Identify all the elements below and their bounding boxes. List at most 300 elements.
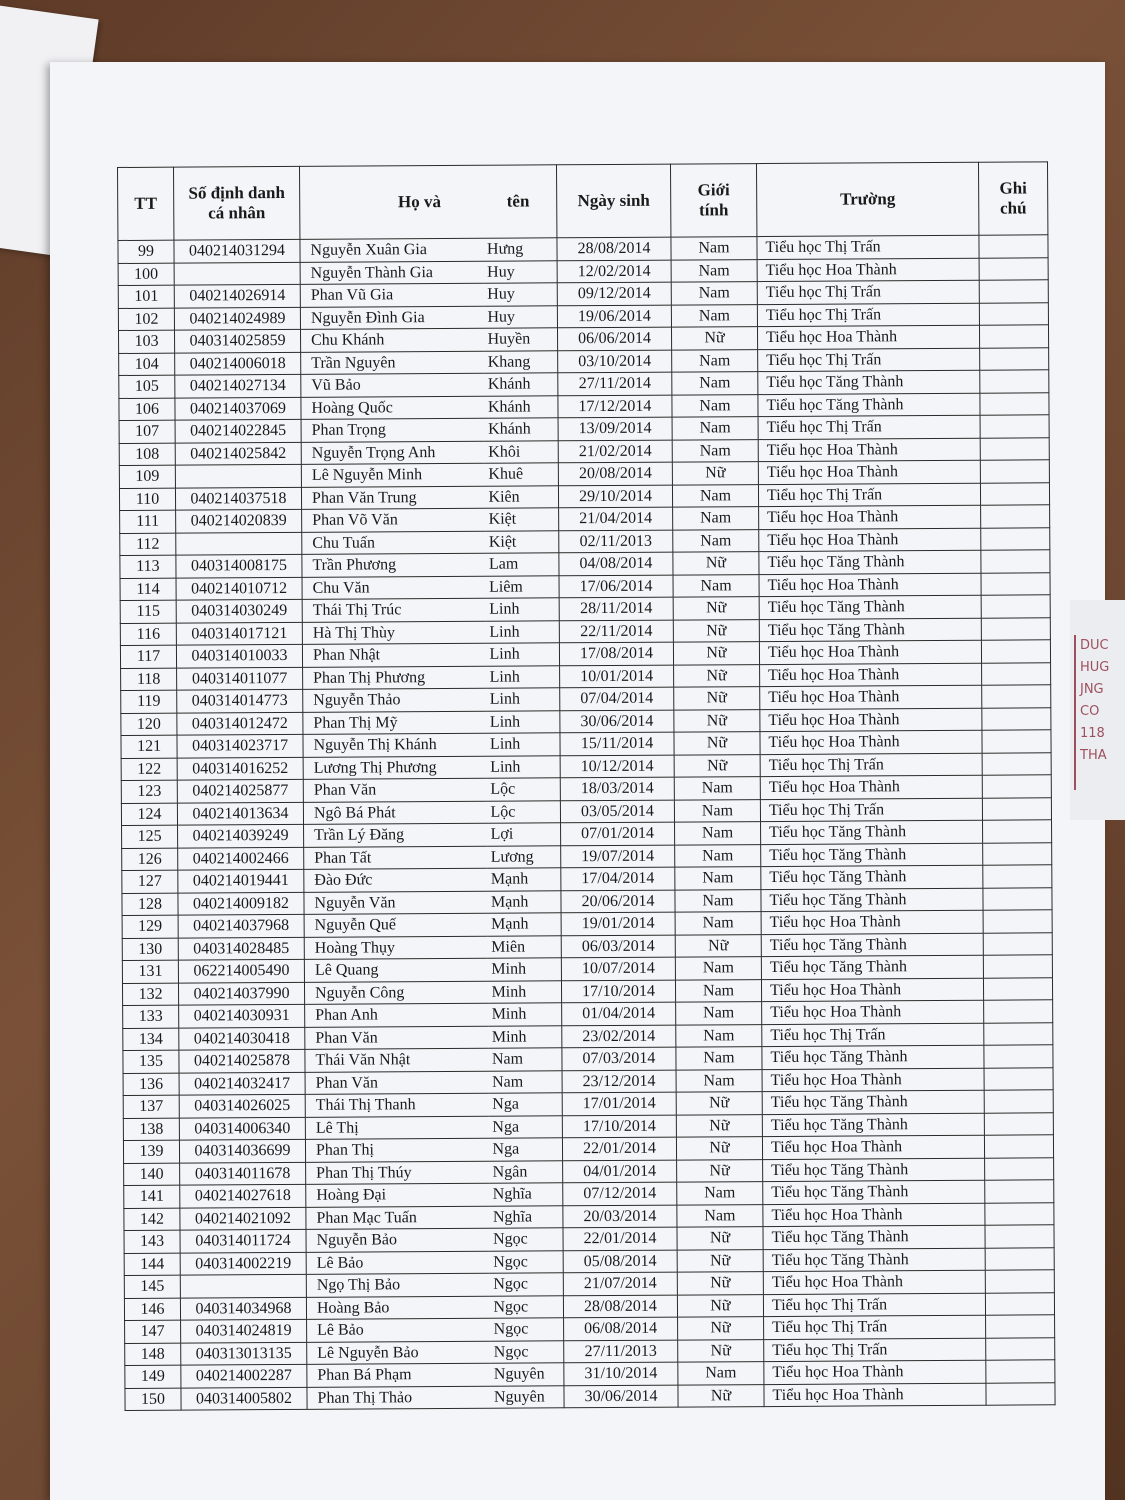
cell-gender: Nữ [671,327,757,350]
cell-note [981,527,1050,550]
cell-school: Tiểu học Thị Trấn [762,1023,984,1047]
cell-note [981,595,1050,618]
cell-id: 040314011678 [180,1162,306,1185]
cell-id: 040314008175 [176,554,302,577]
cell-tt: 99 [118,240,174,263]
cell-tt: 121 [121,735,177,758]
cell-school: Tiểu học Tăng Thành [762,1045,984,1069]
cell-gender: Nữ [674,687,760,710]
cell-ho: Phan Thị Phương [303,666,486,690]
cell-school: Tiểu học Tăng Thành [761,933,983,957]
cell-note [984,1135,1053,1158]
cell-id: 040314030249 [176,599,302,622]
cell-dob: 22/01/2014 [562,1137,676,1160]
cell-gender: Nam [671,282,757,305]
cell-ten: Nguyên [490,1363,564,1386]
cell-note [984,1067,1053,1090]
cell-gender: Nam [678,1362,764,1385]
cell-school: Tiểu học Tăng Thành [761,843,983,867]
cell-school: Tiểu học Thị Trấn [760,798,982,822]
cell-dob: 20/08/2014 [558,462,672,485]
cell-school: Tiểu học Hoa Thành [757,325,979,349]
cell-ten: Lộc [486,778,560,801]
cell-tt: 122 [121,758,177,781]
cell-ten: Nam [488,1070,562,1093]
cell-dob: 21/04/2014 [559,507,673,530]
cell-dob: 30/06/2014 [564,1385,678,1408]
cell-dob: 29/10/2014 [558,485,672,508]
cell-id: 040314024819 [181,1319,307,1342]
cell-ho: Phan Trọng [301,418,484,442]
cell-tt: 147 [125,1320,181,1343]
cell-note [983,865,1052,888]
table-body [118,235,1055,1411]
cell-ten: Ngân [489,1160,563,1183]
cell-dob: 18/03/2014 [560,777,674,800]
cell-gender: Nam [672,349,758,372]
cell-dob: 28/08/2014 [563,1295,677,1318]
cell-tt: 118 [121,668,177,691]
header-school: Trường [756,162,978,236]
cell-note [986,1360,1055,1383]
cell-dob: 06/08/2014 [564,1317,678,1340]
cell-tt: 125 [122,825,178,848]
cell-dob: 19/06/2014 [557,305,671,328]
cell-ten: Linh [486,688,560,711]
cell-id: 040214027618 [180,1184,306,1207]
cell-id: 040314005802 [181,1387,307,1410]
header-note-line1: Ghi [999,178,1027,198]
cell-school: Tiểu học Hoa Thành [759,640,981,664]
cell-note [985,1247,1054,1270]
cell-ten: Mạnh [487,890,561,913]
table-header-row [118,162,1048,241]
cell-tt: 126 [122,848,178,871]
cell-ten: Linh [485,620,559,643]
cell-gender: Nam [676,1047,762,1070]
cell-ho: Phan Mạc Tuấn [306,1206,489,1230]
cell-ten: Minh [488,1003,562,1026]
cell-note [986,1315,1055,1338]
cell-dob: 06/06/2014 [557,327,671,350]
cell-ho: Hoàng Đại [306,1183,489,1207]
cell-tt: 120 [121,713,177,736]
cell-gender: Nữ [676,1137,762,1160]
cell-dob: 21/02/2014 [558,440,672,463]
cell-school: Tiểu học Thị Trấn [764,1315,986,1339]
cell-tt: 101 [118,285,174,308]
header-ten: tên [482,165,556,238]
cell-ten: Huyền [483,328,557,351]
cell-school: Tiểu học Thị Trấn [758,483,980,507]
cell-ten: Lương [487,845,561,868]
cell-tt: 143 [124,1230,180,1253]
cell-tt: 103 [118,330,174,353]
cell-gender: Nam [676,1002,762,1025]
cell-ho: Phan Võ Văn [302,508,485,532]
cell-dob: 07/12/2014 [563,1182,677,1205]
cell-note [981,505,1050,528]
cell-tt: 117 [120,645,176,668]
cell-school: Tiểu học Hoa Thành [758,438,980,462]
stamp-line: JNG [1080,682,1104,697]
cell-ho: Phan Anh [305,1003,488,1027]
cell-note [983,977,1052,1000]
cell-school: Tiểu học Hoa Thành [760,730,982,754]
cell-school: Tiểu học Hoa Thành [759,505,981,529]
cell-note [979,325,1048,348]
cell-ten: Ngọc [490,1340,564,1363]
cell-school: Tiểu học Hoa Thành [764,1383,986,1407]
cell-ho: Hoàng Thụy [304,936,487,960]
cell-gender: Nam [677,1182,763,1205]
cell-gender: Nam [672,372,758,395]
cell-tt: 102 [118,308,174,331]
cell-gender: Nữ [677,1227,763,1250]
cell-gender: Nam [675,957,761,980]
cell-tt: 133 [123,1005,179,1028]
cell-ten: Nghĩa [489,1205,563,1228]
cell-note [980,347,1049,370]
cell-dob: 27/11/2013 [564,1340,678,1363]
cell-dob: 21/07/2014 [563,1272,677,1295]
cell-id: 040214006018 [175,352,301,375]
cell-dob: 02/11/2013 [559,530,673,553]
cell-dob: 22/11/2014 [559,620,673,643]
cell-note [985,1202,1054,1225]
cell-ho: Phan Nhật [302,643,485,667]
cell-ten: Hưng [483,238,557,261]
cell-gender: Nữ [676,1092,762,1115]
cell-dob: 31/10/2014 [564,1362,678,1385]
cell-ten: Linh [486,755,560,778]
cell-tt: 136 [123,1073,179,1096]
cell-school: Tiểu học Hoa Thành [760,663,982,687]
cell-dob: 17/10/2014 [562,1115,676,1138]
cell-note [984,1112,1053,1135]
cell-id [175,464,301,487]
cell-ho: Lê Bảo [306,1251,489,1275]
cell-gender: Nam [675,822,761,845]
cell-tt: 115 [120,600,176,623]
cell-id: 040214037968 [178,914,304,937]
cell-school: Tiểu học Hoa Thành [763,1270,985,1294]
cell-tt: 112 [120,533,176,556]
cell-dob: 06/03/2014 [561,935,675,958]
header-dob: Ngày sinh [556,164,670,238]
cell-tt: 109 [119,465,175,488]
cell-tt: 150 [125,1388,181,1411]
cell-school: Tiểu học Hoa Thành [761,978,983,1002]
cell-ho: Phan Bá Phạm [307,1363,490,1387]
cell-ho: Nguyễn Công [304,981,487,1005]
cell-ho: Phan Văn [305,1026,488,1050]
header-id [174,166,300,240]
cell-id: 040214021092 [180,1207,306,1230]
cell-gender: Nam [676,1024,762,1047]
cell-note [983,820,1052,843]
cell-note [979,280,1048,303]
cell-tt: 106 [119,398,175,421]
cell-ho: Đào Đức [304,868,487,892]
cell-note [983,887,1052,910]
cell-tt: 141 [124,1185,180,1208]
cell-dob: 07/01/2014 [561,822,675,845]
cell-ho: Vũ Bảo [301,373,484,397]
cell-note [982,730,1051,753]
stamp-line: CO [1080,704,1100,719]
cell-id: 040314023717 [177,734,303,757]
cell-tt: 132 [122,983,178,1006]
cell-school: Tiểu học Hoa Thành [764,1360,986,1384]
stamp-line: THA [1080,748,1107,763]
cell-ten: Linh [486,733,560,756]
cell-ten: Nga [488,1138,562,1161]
cell-note [980,370,1049,393]
cell-ho: Hoàng Bảo [306,1296,489,1320]
cell-ten: Ngọc [490,1318,564,1341]
cell-school: Tiểu học Tăng Thành [761,865,983,889]
cell-school: Tiểu học Thị Trấn [763,1293,985,1317]
cell-school: Tiểu học Hoa Thành [759,573,981,597]
cell-ten: Linh [486,710,560,733]
cell-ho: Phan Tất [304,846,487,870]
cell-id: 040313013135 [181,1342,307,1365]
cell-id: 040314016252 [177,757,303,780]
cell-id: 040314036699 [179,1139,305,1162]
cell-note [983,910,1052,933]
cell-dob: 19/07/2014 [561,845,675,868]
cell-ho: Phan Văn [303,778,486,802]
cell-note [982,662,1051,685]
cell-gender: Nam [672,394,758,417]
stamp-line: 118 [1080,726,1105,741]
cell-dob: 07/04/2014 [560,687,674,710]
cell-tt: 129 [122,915,178,938]
cell-dob: 19/01/2014 [561,912,675,935]
cell-tt: 114 [120,578,176,601]
cell-id: 040314011077 [177,667,303,690]
cell-ten: Khánh [484,373,558,396]
cell-id: 040214024989 [174,307,300,330]
cell-id: 040214027134 [175,374,301,397]
cell-ten: Ngọc [489,1295,563,1318]
cell-gender: Nữ [677,1249,763,1272]
cell-gender: Nam [672,439,758,462]
cell-tt: 134 [123,1028,179,1051]
cell-dob: 10/12/2014 [560,755,674,778]
cell-school: Tiểu học Thị Trấn [758,415,980,439]
cell-ho: Trần Lý Đăng [304,823,487,847]
cell-tt: 142 [124,1208,180,1231]
cell-tt: 116 [120,623,176,646]
cell-gender: Nữ [674,709,760,732]
cell-school: Tiểu học Hoa Thành [759,528,981,552]
cell-gender: Nam [673,529,759,552]
header-note [978,162,1047,235]
cell-id: 040314034968 [180,1297,306,1320]
cell-ten: Linh [485,598,559,621]
cell-gender: Nữ [674,732,760,755]
cell-dob: 10/07/2014 [561,957,675,980]
cell-note [981,572,1050,595]
cell-ten: Nam [488,1048,562,1071]
cell-id: 040214025877 [177,779,303,802]
cell-ho: Nguyễn Thành Gia [300,261,483,285]
header-gender [670,164,756,238]
cell-ten: Nga [488,1093,562,1116]
cell-ho: Nguyễn Xuân Gia [300,238,483,262]
cell-ten: Ngọc [489,1273,563,1296]
cell-dob: 17/08/2014 [559,642,673,665]
cell-id: 040214020839 [176,509,302,532]
cell-ho: Phan Thị Thúy [306,1161,489,1185]
cell-ho: Phan Văn Trung [301,486,484,510]
cell-gender: Nữ [676,1114,762,1137]
cell-note [980,437,1049,460]
cell-tt: 104 [119,353,175,376]
cell-school: Tiểu học Tăng Thành [763,1225,985,1249]
cell-id: 040214019441 [178,869,304,892]
cell-tt: 124 [121,803,177,826]
cell-school: Tiểu học Hoa Thành [760,708,982,732]
cell-ho: Trần Phương [302,553,485,577]
cell-ho: Lê Nguyễn Bảo [307,1341,490,1365]
cell-school: Tiểu học Thị Trấn [757,303,979,327]
cell-gender: Nam [672,484,758,507]
cell-tt: 135 [123,1050,179,1073]
stamp-line: HUG [1080,660,1110,675]
cell-note [979,302,1048,325]
cell-ho: Nguyễn Quế [304,913,487,937]
cell-school: Tiểu học Tăng Thành [763,1158,985,1182]
cell-ten: Minh [488,1025,562,1048]
cell-ten: Mạnh [487,868,561,891]
cell-dob: 17/12/2014 [558,395,672,418]
cell-ten: Linh [486,665,560,688]
cell-note [980,460,1049,483]
cell-school: Tiểu học Tăng Thành [759,550,981,574]
cell-school: Tiểu học Thị Trấn [760,753,982,777]
cell-dob: 05/08/2014 [563,1250,677,1273]
cell-note [981,550,1050,573]
cell-ho: Ngọ Thị Bảo [306,1273,489,1297]
cell-id: 040214030418 [179,1027,305,1050]
cell-school: Tiểu học Tăng Thành [758,370,980,394]
cell-gender: Nữ [677,1159,763,1182]
cell-id: 040314012472 [177,712,303,735]
cell-tt: 111 [120,510,176,533]
cell-school: Tiểu học Tăng Thành [761,888,983,912]
cell-tt: 145 [124,1275,180,1298]
cell-gender: Nam [674,799,760,822]
cell-gender: Nam [673,574,759,597]
cell-dob: 22/01/2014 [563,1227,677,1250]
cell-note [982,775,1051,798]
cell-id: 040214031294 [174,239,300,262]
cell-ten: Kiên [484,485,558,508]
cell-tt: 140 [124,1163,180,1186]
cell-school: Tiểu học Hoa Thành [763,1203,985,1227]
cell-gender: Nữ [677,1294,763,1317]
cell-ho: Phan Vũ Gia [300,283,483,307]
header-ho: Họ và [299,165,482,239]
cell-gender: Nữ [675,934,761,957]
cell-tt: 148 [125,1343,181,1366]
cell-school: Tiểu học Hoa Thành [757,258,979,282]
cell-school: Tiểu học Hoa Thành [760,685,982,709]
stamp-fragment [1074,635,1124,790]
cell-tt: 144 [124,1253,180,1276]
cell-gender: Nữ [672,462,758,485]
cell-note [985,1157,1054,1180]
cell-dob: 03/05/2014 [560,800,674,823]
cell-gender: Nam [672,417,758,440]
cell-school: Tiểu học Tăng Thành [763,1248,985,1272]
cell-dob: 28/08/2014 [557,237,671,260]
cell-ho: Lê Nguyễn Minh [301,463,484,487]
cell-dob: 17/01/2014 [562,1092,676,1115]
cell-dob: 20/03/2014 [563,1205,677,1228]
cell-id [174,262,300,285]
cell-ten: Khánh [484,418,558,441]
cell-id: 040214032417 [179,1072,305,1095]
cell-school: Tiểu học Tăng Thành [762,1090,984,1114]
cell-ten: Huy [483,305,557,328]
cell-gender: Nam [673,507,759,530]
cell-gender: Nam [675,867,761,890]
cell-tt: 130 [122,938,178,961]
cell-ten: Minh [487,980,561,1003]
cell-id: 040214037518 [175,487,301,510]
cell-ho: Nguyễn Đình Gia [300,306,483,330]
cell-tt: 113 [120,555,176,578]
cell-dob: 20/06/2014 [561,890,675,913]
cell-school: Tiểu học Thị Trấn [757,235,979,259]
cell-id: 040314017121 [176,622,302,645]
cell-id: 040214010712 [176,577,302,600]
cell-school: Tiểu học Hoa Thành [761,910,983,934]
cell-ten: Ngọc [489,1228,563,1251]
cell-id: 040314006340 [179,1117,305,1140]
cell-tt: 100 [118,263,174,286]
cell-dob: 04/08/2014 [559,552,673,575]
cell-tt: 128 [122,893,178,916]
cell-tt: 131 [122,960,178,983]
header-gender-line1: Giới [697,180,730,200]
cell-note [984,1000,1053,1023]
cell-ten: Kiệt [485,530,559,553]
cell-note [984,1045,1053,1068]
cell-ten: Huy [483,283,557,306]
header-gender-line2: tính [699,200,729,220]
cell-ten: Nguyên [490,1385,564,1408]
cell-ho: Nguyễn Trọng Anh [301,441,484,465]
cell-note [984,1022,1053,1045]
cell-note [984,1090,1053,1113]
cell-tt: 110 [119,488,175,511]
cell-id: 040314025859 [174,329,300,352]
cell-tt: 123 [121,780,177,803]
cell-ten: Kiệt [485,508,559,531]
cell-ten: Nga [488,1115,562,1138]
cell-gender: Nữ [677,1272,763,1295]
cell-ho: Hoàng Quốc [301,396,484,420]
cell-gender: Nữ [678,1317,764,1340]
cell-dob: 03/10/2014 [558,350,672,373]
cell-note [983,932,1052,955]
cell-dob: 17/06/2014 [559,575,673,598]
